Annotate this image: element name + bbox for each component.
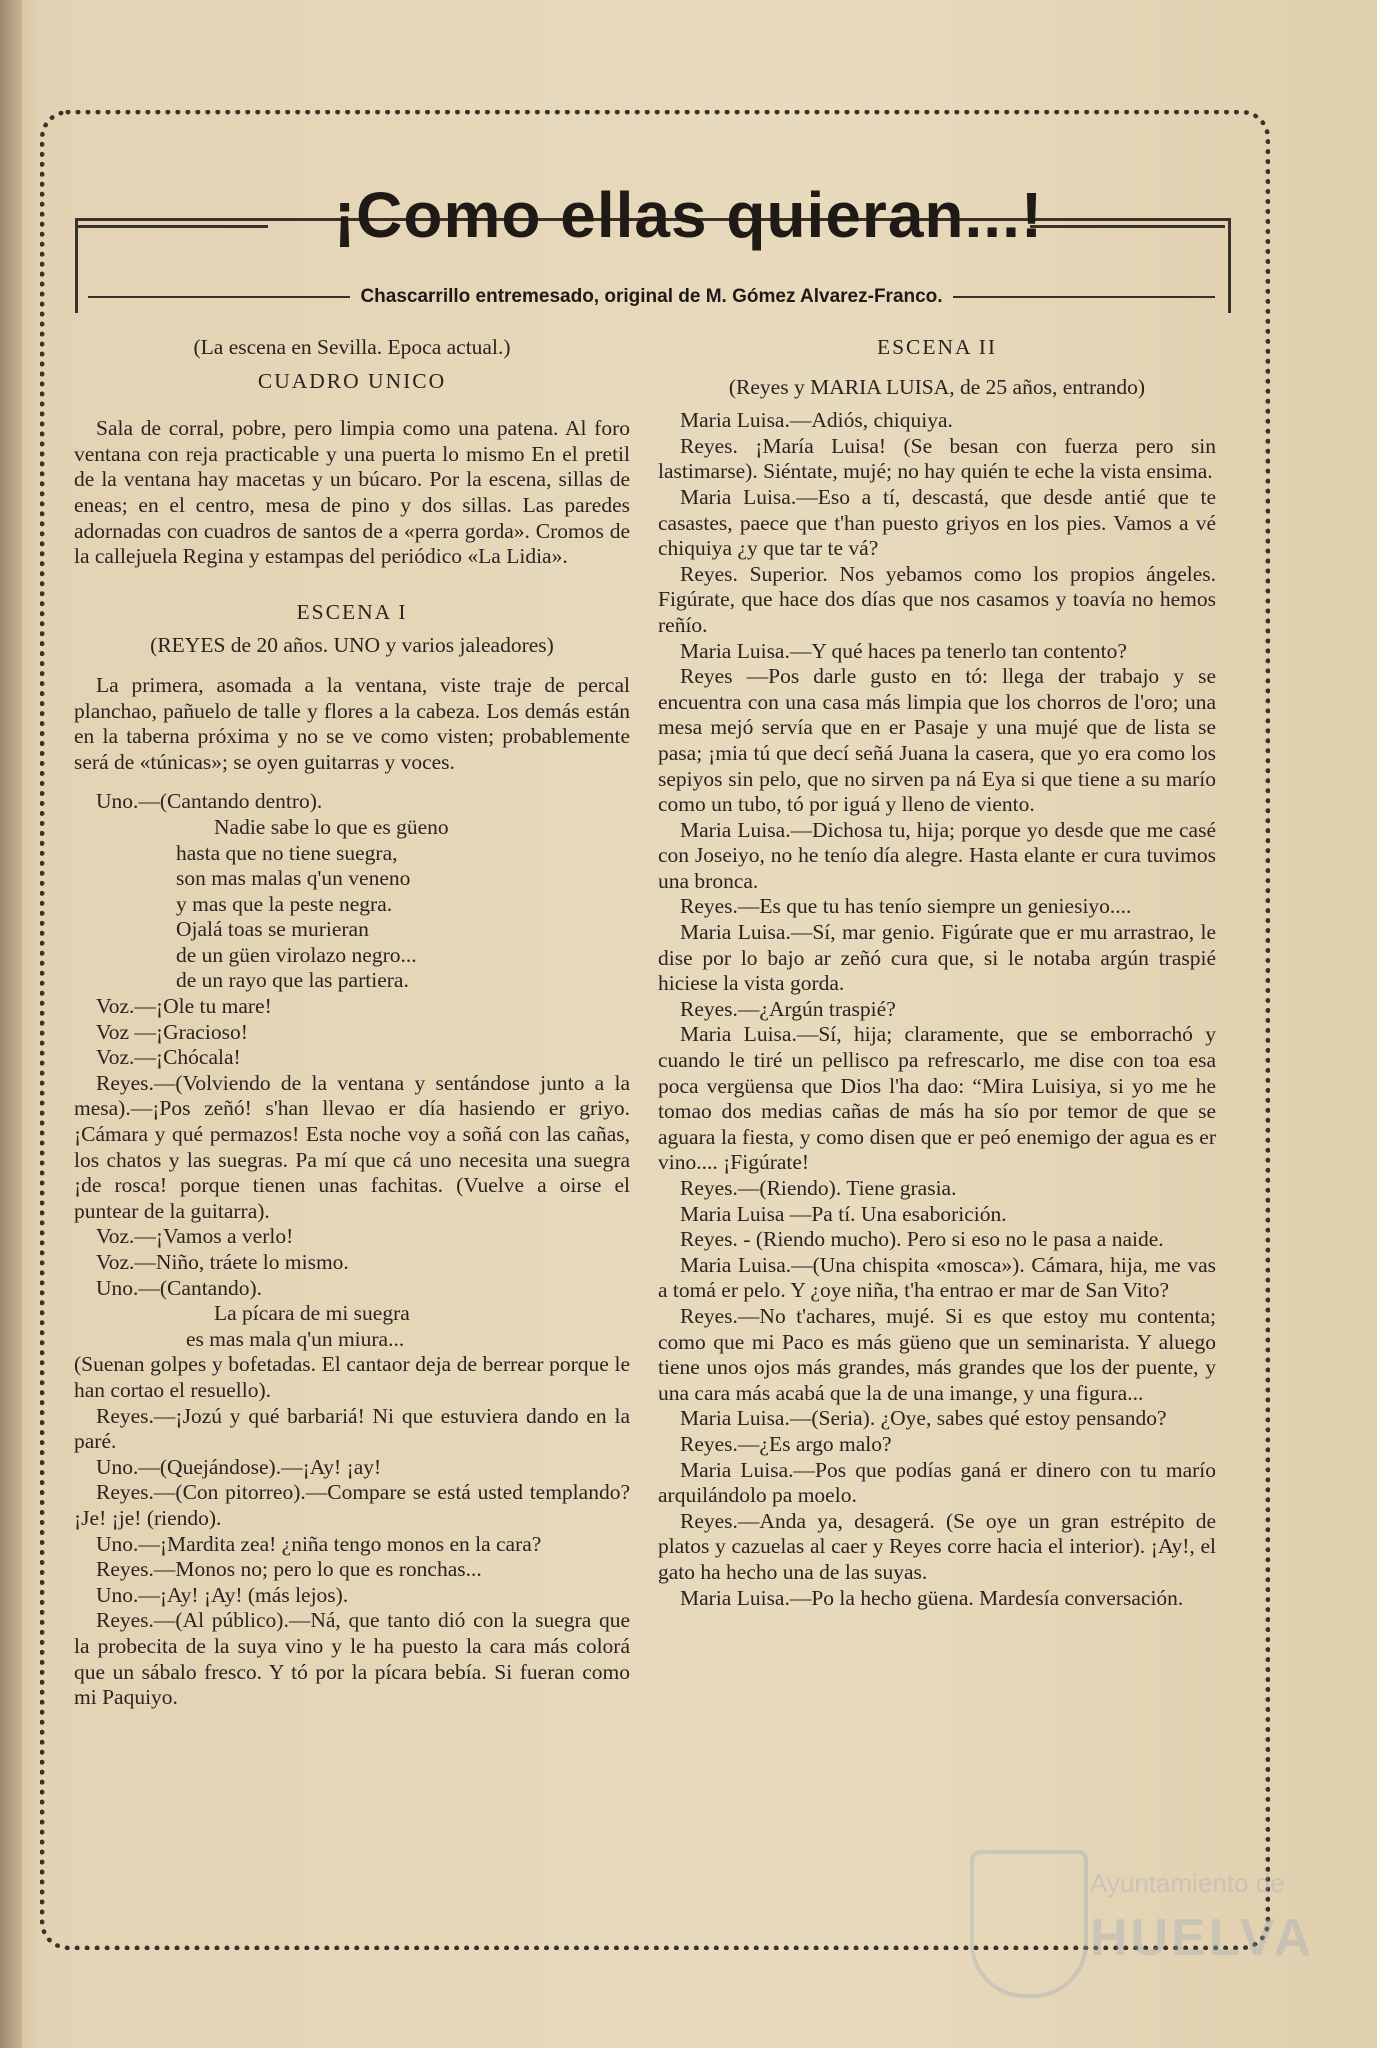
binding-gutter bbox=[0, 0, 22, 2048]
verse-line: y mas que la peste negra. bbox=[176, 891, 393, 916]
dialogue-line: Maria Luisa.—Eso a tí, descastá, que desde antié que te casastes, paece que t'han puesto griyos en los pies. Vamos a vé chiquiya ¿y que tar te vá? bbox=[658, 484, 1216, 561]
dialogue-line: Maria Luisa.—Y qué haces pa tenerlo tan contento? bbox=[680, 638, 1127, 663]
city-crest-icon bbox=[970, 1850, 1088, 1998]
dialogue-line: Maria Luisa.—(Una chispita «mosca»). Cámara, hija, me vas a tomá er pelo. Y ¿oye niña, t'ha entrao er mar de San Vito? bbox=[658, 1252, 1216, 1303]
dialogue-line: Voz.—¡Ole tu mare! bbox=[96, 994, 272, 1019]
dialogue-line: Reyes. - (Riendo mucho). Pero si eso no le pasa a naide. bbox=[680, 1227, 1164, 1252]
dialogue-line: Maria Luisa.—Sí, mar genio. Figúrate que er mu arrastrao, le dise por lo bajo ar zeñó cura que, si le notaba argún traspié hiciese la vista gorda. bbox=[658, 920, 1216, 996]
dialogue-line: Voz.—Niño, tráete lo mismo. bbox=[96, 1250, 349, 1274]
dialogue-line: Reyes.—(Al público).—Ná, que tanto dió con la suegra que la probecita de la suya vino y le ha puesto la cara más colorá que un sábalo fresco. Y tó por la pícara bebía. Si fueran como mi Paquiyo. bbox=[74, 1608, 630, 1710]
dialogue-line: Voz —¡Gracioso! bbox=[96, 1019, 248, 1044]
dialogue-line: Uno.—¡Ay! ¡Ay! (más lejos). bbox=[96, 1582, 349, 1607]
verse-line: La pícara de mi suegra bbox=[214, 1301, 410, 1326]
watermark-line-2: HUELVA bbox=[1090, 1909, 1315, 1967]
escena-1-description: La primera, asomada a la ventana, viste traje de percal planchao, pañuelo de talle y flores a la cabeza. Los demás están en la taberna próxima y no se ve como visten; probablemente será de «túnicas»; se oyen guitarras y voces. bbox=[74, 672, 630, 774]
dialogue-line: Reyes.—Es que tu has tenío siempre un geniesiyo.... bbox=[680, 894, 1132, 919]
escena-1-heading: ESCENA I bbox=[296, 599, 408, 624]
dialogue-line: Reyes.—(Con pitorreo).—Compare se está usted templando? ¡Je! ¡je! (riendo). bbox=[74, 1480, 630, 1530]
dialogue-line: Maria Luisa.—Po la hecho güena. Mardesía conversación. bbox=[680, 1585, 1184, 1610]
subtitle-rule-right bbox=[953, 296, 1215, 298]
dialogue-line: Maria Luisa.—Pos que podías ganá er dinero con tu marío arquilándolo pa moelo. bbox=[658, 1457, 1216, 1508]
dialogue-line: Reyes.—Monos no; pero lo que es ronchas... bbox=[96, 1557, 482, 1582]
archive-watermark bbox=[960, 1840, 1315, 2010]
dialogue-line: Reyes.—No t'achares, mujé. Si es que estoy mu contenta; como que mi Paco es más güeno que un seminarista. Y aluego tiene unos ojos más grandes, más grandes que los der puente, y una cara más acabá que la de una imange, y una figura... bbox=[658, 1303, 1216, 1405]
escena-2-cast: (Reyes y MARIA LUISA, de 25 años, entrando) bbox=[728, 374, 1146, 399]
dialogue-line: Maria Luisa —Pa tí. Una esaborición. bbox=[680, 1201, 1007, 1226]
verse-line: Ojalá toas se murieran bbox=[176, 917, 369, 942]
dialogue-line: Reyes.—¿Es argo malo? bbox=[680, 1431, 892, 1456]
verse-line: Nadie sabe lo que es güeno bbox=[214, 814, 449, 839]
subtitle-rule-left bbox=[88, 296, 350, 298]
verse-line: es mas mala q'un miura... bbox=[186, 1326, 405, 1351]
dialogue-line: Uno.—(Cantando dentro). bbox=[96, 789, 323, 814]
dialogue-line: Maria Luisa.—Dichosa tu, hija; porque yo desde que me casé con Joseiyo, no he tenío día alegre. Hasta elante er cura tuvimos una bronca. bbox=[658, 817, 1216, 893]
dialogue-line: Maria Luisa.—(Seria). ¿Oye, sabes qué estoy pensando? bbox=[680, 1406, 1167, 1431]
dialogue-line: Maria Luisa.—Sí, hija; claramente, que se emborrachó y cuando le tiré un pellisco pa refrescarlo, me dise con toa esa poca vergüensa que Dios l'ha dao: “Mira Luisiya, si yo me he tomao dos medias cañas de más ha sío por temor de que se aguara la fiesta, y como disen que er peó enemigo der agua es er vino.... ¡Figúrate! bbox=[658, 1022, 1216, 1175]
right-column bbox=[658, 335, 1216, 1611]
left-column bbox=[74, 335, 630, 1711]
dialogue-line: Reyes. ¡María Luisa! (Se besan con fuerza pero sin lastimarse). Siéntate, mujé; no hay quién te eche la vista ensima. bbox=[658, 433, 1216, 484]
dialogue-line: Uno.—(Quejándose).—¡Ay! ¡ay! bbox=[96, 1454, 382, 1479]
dialogue-line: Reyes. Superior. Nos yebamos como los propios ángeles. Figúrate, que hace dos días que nos casamos y toavía no hemos reñío. bbox=[658, 561, 1216, 637]
dialogue-line: Maria Luisa.—Adiós, chiquiya. bbox=[680, 408, 953, 433]
watermark-line-1: Ayuntamiento de bbox=[1090, 1868, 1285, 1898]
dialogue-line: Reyes.—¡Jozú y qué barbariá! Ni que estuviera dando en la paré. bbox=[74, 1403, 630, 1454]
dialogue-line: Voz.—¡Chócala! bbox=[96, 1045, 241, 1070]
setting-note: (La escena en Sevilla. Epoca actual.) bbox=[193, 335, 511, 359]
dialogue-line: Reyes.—Anda ya, desagerá. (Se oye un gran estrépito de platos y cazuelas al caer y Reyes corre hacia el interior). ¡Ay!, el gato ha hecho una de las suyas. bbox=[658, 1508, 1216, 1584]
escena-2-heading: ESCENA II bbox=[876, 335, 998, 359]
dialogue-line: Voz.—¡Vamos a verlo! bbox=[96, 1224, 294, 1249]
intro-paragraph: Sala de corral, pobre, pero limpia como una patena. Al foro ventana con reja practicable y una puerta lo mismo En el pretil de la ventana hay macetas y un búcaro. Por la escena, sillas de eneas; en el centro, mesa de pino y dos sillas. Las paredes adornadas con cuadros de santos de a «perra gorda». Cromos de la callejuela Regina y estampas del periódico «La Lidia». bbox=[74, 416, 630, 569]
verse-line: son mas malas q'un veneno bbox=[176, 866, 411, 891]
page-title: ¡Como ellas quieran...! bbox=[333, 179, 1044, 251]
cuadro-heading: CUADRO UNICO bbox=[257, 368, 447, 393]
verse-line: de un rayo que las partiera. bbox=[176, 968, 409, 993]
dialogue-line: Uno.—(Cantando). bbox=[96, 1275, 262, 1300]
escena-1-cast: (REYES de 20 años. UNO y varios jaleadores) bbox=[150, 633, 554, 658]
verse-line: de un güen virolazo negro... bbox=[176, 942, 417, 967]
dialogue-line: Reyes.—¿Argún traspié? bbox=[680, 996, 896, 1021]
dialogue-line: Reyes.—(Riendo). Tiene grasia. bbox=[680, 1176, 957, 1200]
subtitle: Chascarrillo entremesado, original de M. Gómez Alvarez-Franco. bbox=[360, 286, 943, 307]
subtitle-row bbox=[78, 283, 1225, 311]
stage-direction: (Suenan golpes y bofetadas. El cantaor deja de berrear porque le han cortao el resuello). bbox=[74, 1352, 630, 1402]
dialogue-line: Reyes —Pos darle gusto en tó: llega der trabajo y se encuentra con una casa más limpia que los chorros de l'oro; una mesa mejó servía que en er Pasaje y una mujé que de lista se pasa; ¡mia tú que decí señá Juana la casera, que yo era como los sepiyos sin pelo, que no sirven pa ná Eya si que tiene a su marío como un tubo, tó por iguá y lleno de viento. bbox=[658, 664, 1216, 817]
dialogue-line: Uno.—¡Mardita zea! ¿niña tengo monos en la cara? bbox=[96, 1531, 542, 1556]
verse-line: hasta que no tiene suegra, bbox=[176, 840, 398, 865]
dialogue-line: Reyes.—(Volviendo de la ventana y sentándose junto a la mesa).—¡Pos zeñó! s'han llevao er día hasiendo er griyo. ¡Cámara y qué permazos! Esta noche voy a soñá con las cañas, los chatos y las suegras. Pa mí que cá uno necesita una suegra ¡de rosca! porque tienen unas fachitas. (Vuelve a oirse el puntear de la guitarra). bbox=[74, 1070, 630, 1223]
